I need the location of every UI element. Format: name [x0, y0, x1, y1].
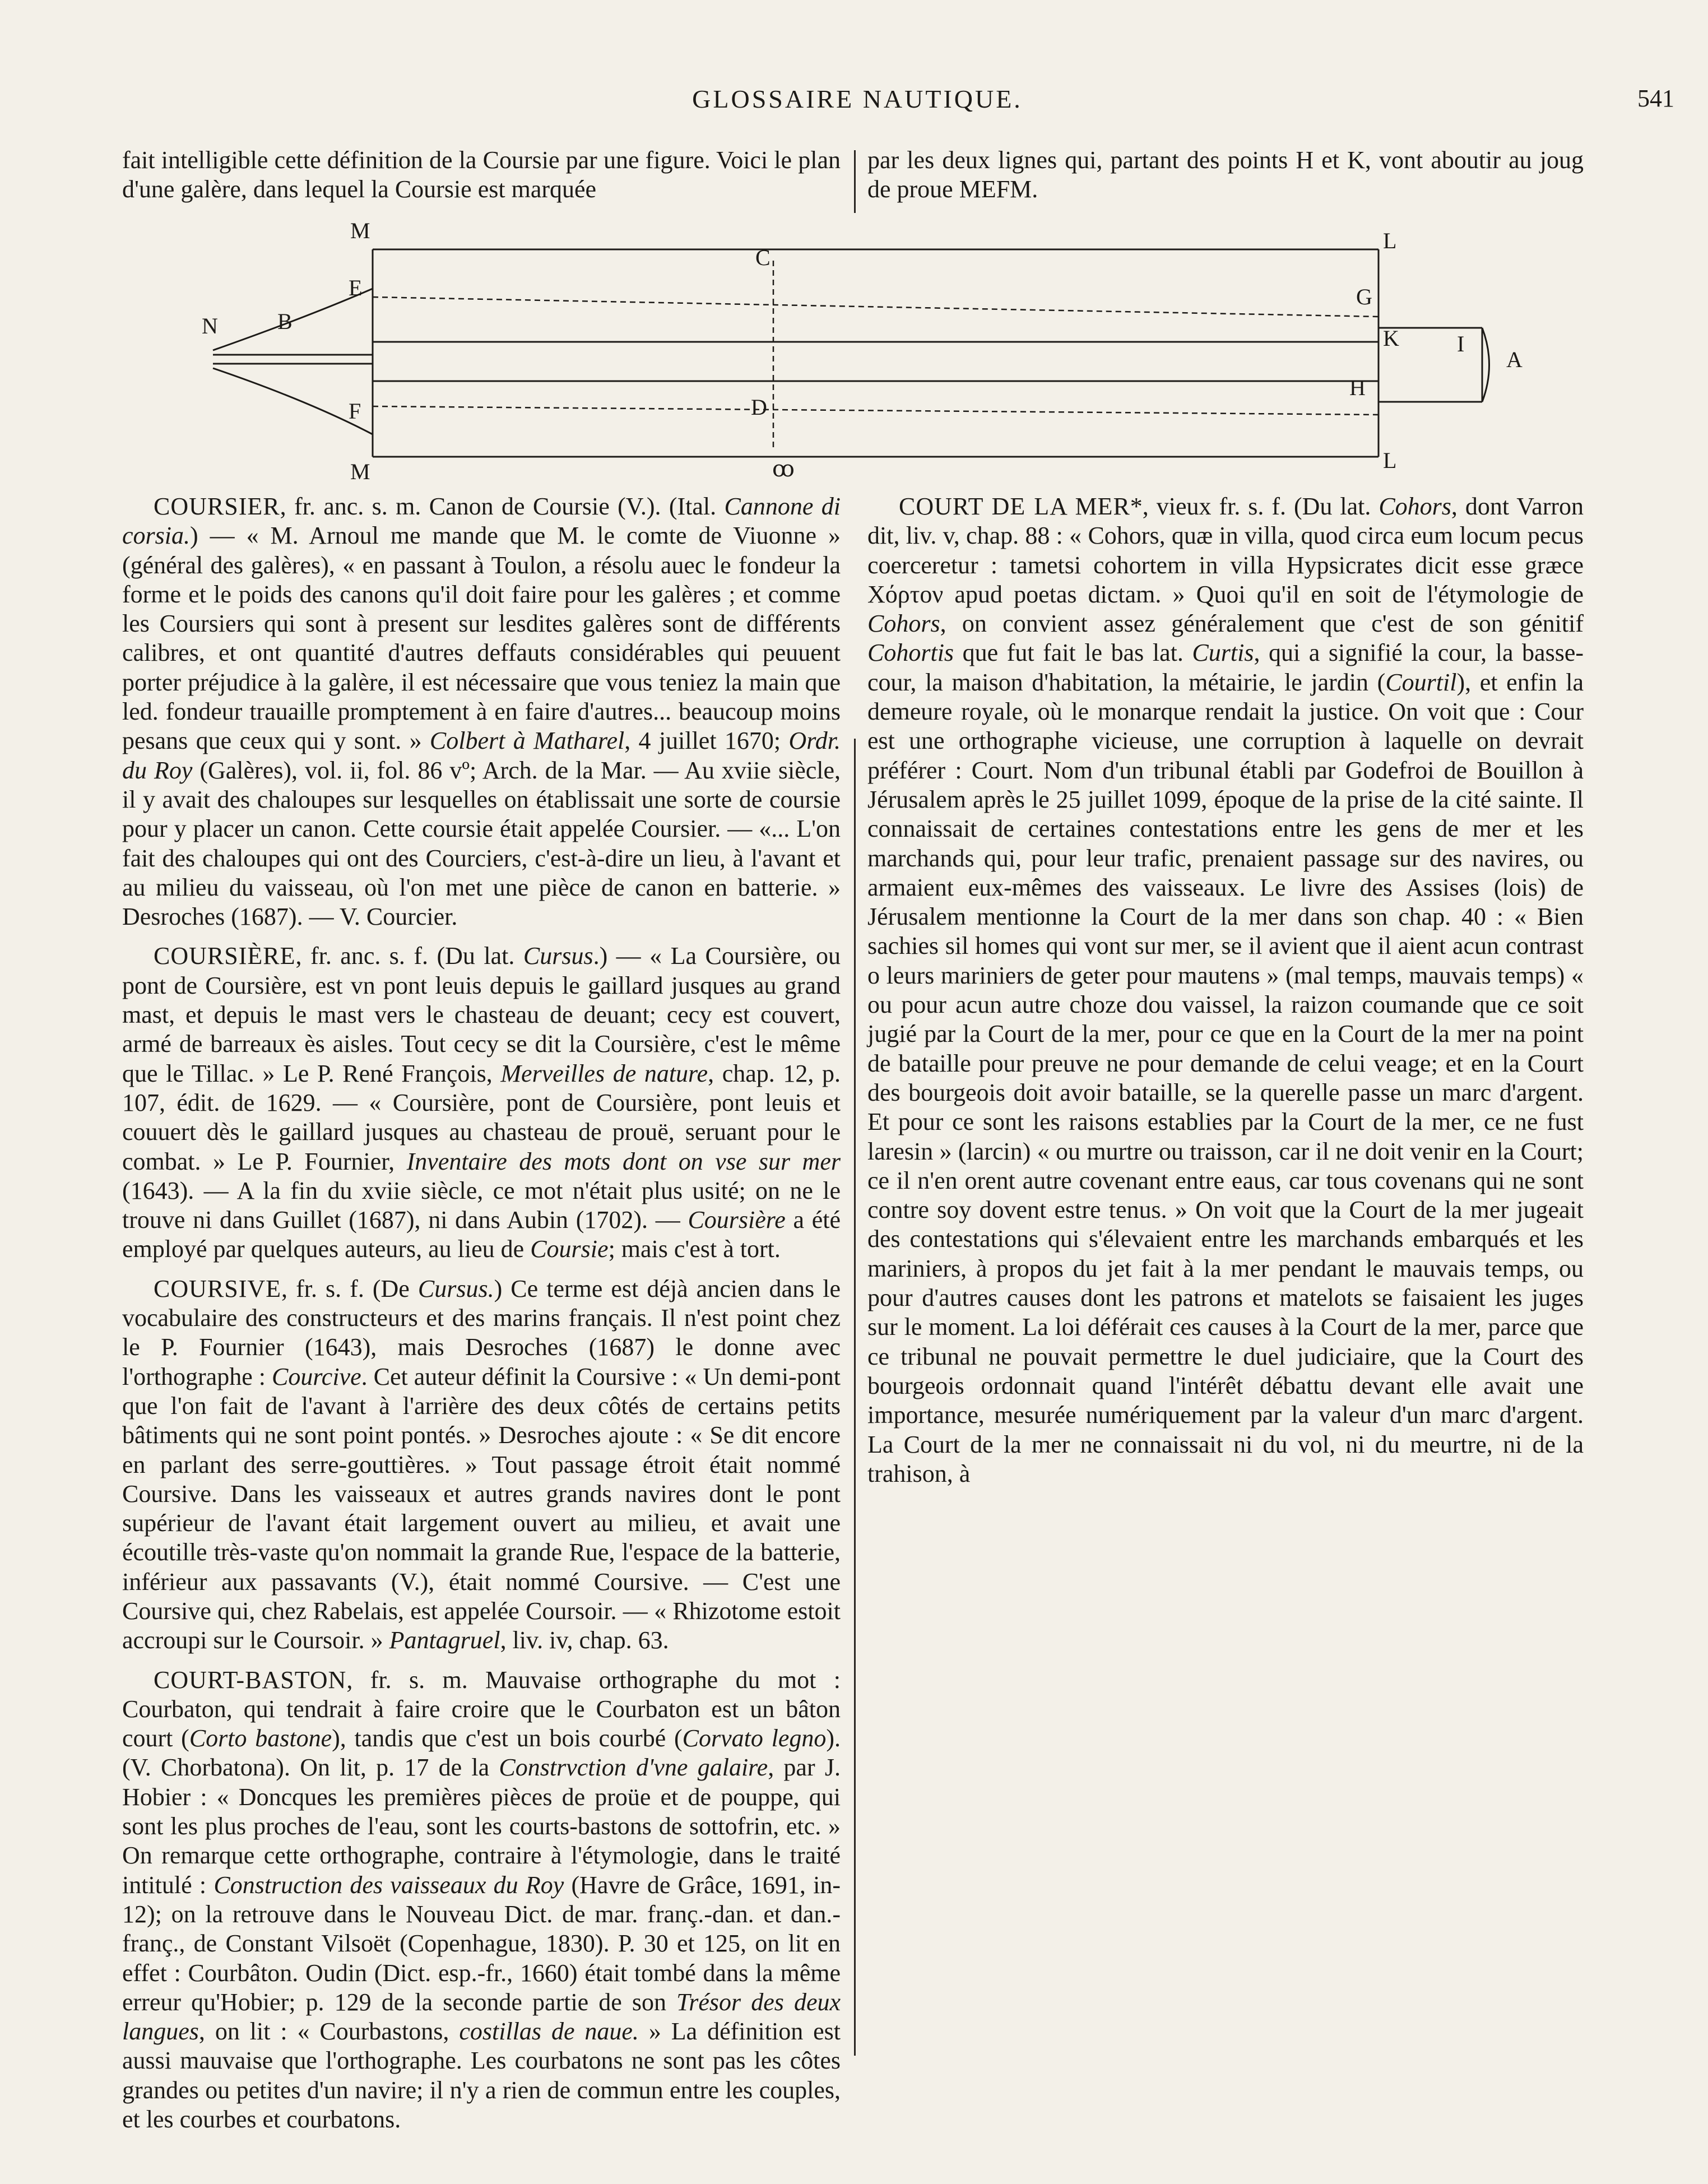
dashed-line-e-g [373, 297, 1379, 317]
entry-italic: Curtis [1192, 639, 1254, 667]
entry-text: , liv. iv, chap. 63. [500, 1626, 669, 1654]
entry-text: ), tandis que c'est un bois courbé ( [332, 1724, 683, 1752]
label-l-bottom: L [1383, 448, 1397, 473]
entry-italic: Cohors [1379, 493, 1451, 520]
entry-italic: Pantagruel [389, 1626, 500, 1654]
entry-italic: Coursière [688, 1206, 786, 1234]
entry-text: ) Ce terme est déjà ancien dans le vocabulaire des constructeurs et des marins français. Il n'est point chez le P. Fournier (1643), mais Desroches (1687) le donne avec l'orthographe : [122, 1274, 841, 1390]
column-rule-top [854, 150, 856, 213]
entry-coursiere [122, 942, 841, 1264]
intro-right-text: par les deux lignes qui, partant des points H et K, vont aboutir au joug de proue MEFM. [867, 146, 1584, 203]
label-k: K [1383, 326, 1399, 351]
intro-left-text: fait intelligible cette définition de la Coursie par une figure. Voici le plan d'une galère, dans lequel la Coursie est marquée [122, 146, 841, 203]
headword-coursiere: COURSIÈRE [154, 942, 296, 970]
entry-text: *, vieux fr. s. f. (Du lat. [1130, 493, 1379, 520]
entry-text: , qui a signifié la cour, la basse-cour, la maison d'habitation, la métairie, le jardin ( [867, 639, 1584, 696]
entry-italic: Ordr. du Roy [122, 727, 841, 784]
entry-court-baston [122, 1666, 841, 2135]
headword-court-de-la-mer: COURT DE LA MER [899, 493, 1130, 520]
entry-coursive [122, 1274, 841, 1656]
entry-text: ), et enfin la demeure royale, où le monarque rendait la justice. On voit que : Cour est une orthographe vicieuse, une corruption à laquelle on devrait préférer : Court. Nom d'un tribunal établi par Godefroi de Bouillon à Jérusalem après le 25 juillet 1099, époque de la prise de la cité sainte. Il connaissait de certaines contestations entre les gens de mer et les marchands qui, pour leur trafic, prenaient passage sur des navires, ou armaient eux-mêmes des vaisseaux. Le livre des Assises (lois) de Jérusalem mentionne la Court de la mer dans son chap. 40 : « Bien sachies sil homes qui vont sur mer, se il avient que il aient acun contrast o leurs mariniers de geter pour mautens » (mal temps, mauvais temps) « ou pour acun autre choze dou vaissel, la raizon coumande que ce soit jugié par la Court de la mer, pour ce que en la Court de la mer na point de bataille pour preuve ne pour demande de celui veage; et en la Court des bourgeois doit avoir bataille, se la querelle passe un marc d'argent. Et pour ce sont les raisons establies par la Court de la mer, ce ne fust laresin » (larcin) « ou murtre ou traisson, car il ne doit venir en la Court; ce il n'en orent autre covenant entre eaus, car tous covenans qui ne sont contre soy dovent estre tenus. » On voit que la Court de la mer jugeait des contestations qui s'élevaient entre les marchands embarqués et les mariniers, à propos du jet fait à la mer pendant le mauvais temps, ou pour d'autres causes dont les patrons et matelots se faisaient les juges sur le moment. La loi déférait ces causes à la Court de la mer, parce que ce tribunal ne pouvait permettre le duel judiciaire, que la Court des bourgeois ordonnait quand l'intérêt débattu devant elle avait une importance, mesurée numériquement par la valeur d'un marc d'argent. La Court de la mer ne connaissait ni du vol, ni du meurtre, ni de la trahison, à [867, 668, 1584, 1487]
entry-text: , par J. Hobier : « Doncques les premières pièces de proüe et de pouppe, qui sont les plus proches de l'eau, sont les courts-bastons de sottofrin, etc. » On remarque cette orthographe, contraire à l'étymologie, dans le traité intitulé : [122, 1754, 841, 1899]
entry-italic: Corvato legno [682, 1724, 827, 1752]
label-i: I [1457, 331, 1465, 356]
entry-text: , fr. anc. s. f. (Du lat. [295, 942, 523, 970]
entry-italic: Cohortis [867, 639, 954, 667]
running-title: GLOSSAIRE NAUTIQUE. [692, 85, 1023, 113]
label-f: F [349, 398, 361, 424]
entry-text: , on lit : « Courbastons, [198, 2018, 460, 2046]
entry-text: a été employé par quelques auteurs, au lieu de [122, 1206, 841, 1263]
entry-coursier [122, 492, 841, 931]
entry-italic: Colbert à Matharel [429, 727, 625, 755]
page-number: 541 [1637, 85, 1674, 112]
label-b: B [277, 309, 293, 334]
headword-coursier: COURSIER [154, 493, 280, 520]
entry-text: (Galères), vol. ii, fol. 86 vº; Arch. de la Mar. — Au xviie siècle, il y avait des chaloupes sur lesquelles on établissait une sorte de coursie pour y placer un canon. Cette coursie était appelée Coursier. — «... L'on fait des chaloupes qui ont des Courciers, c'est-à-dire un lieu, à l'avant et au milieu du vaisseau, où l'on met une pièce de canon en batterie. » Desroches (1687). — V. Courcier. [122, 756, 841, 931]
printer-mark: ꝏ [772, 456, 795, 481]
label-h: H [1349, 375, 1366, 400]
entry-italic: Cursus [523, 942, 593, 970]
headword-court-baston: COURT-BASTON [154, 1666, 347, 1694]
galley-plan-diagram [168, 221, 1524, 485]
label-c: C [755, 245, 771, 270]
entry-italic: Merveilles de nature [500, 1059, 708, 1087]
entry-text: ). (V. Chorbatona). On lit, p. 17 de la [122, 1724, 841, 1782]
entry-italic: Courtil [1385, 668, 1457, 696]
headword-coursive: COURSIVE [154, 1274, 282, 1302]
entry-text: , fr. s. f. (De [281, 1274, 418, 1302]
entry-court-de-la-mer [867, 492, 1584, 1489]
entry-text: ) — « M. Arnoul me mande que M. le comte de Viuonne » (général des galères), « en passant à Toulon, a résolu auec le fondeur la forme et le poids des canons qu'il doit faire pour les galères ; et comme les Coursiers qui sont à present sur lesdites galères sont de différents calibres, et ont quantité d'autres deffauts considérables qui peuuent porter préjudice à la galère, il est nécessaire que vous teniez la main que led. fondeur trauaille promptement à en faire d'autres... beaucoup moins pesans que ceux qui y sont. » [122, 522, 841, 755]
entry-text: (Havre de Grâce, 1691, in-12); on la retrouve dans le Nouveau Dict. de mar. franç.-dan. et dan.-franç., de Constant Vilsoët (Copenhague, 1830). P. 30 et 125, on lit en effet : Courbâton. Oudin (Dict. esp.-fr., 1660) était tombé dans la même erreur qu'Hobier; p. 129 de la seconde partie de son [122, 1871, 841, 2016]
entry-text: , 4 juillet 1670; [624, 727, 789, 755]
entry-italic: Cursus. [417, 1274, 494, 1302]
entry-text: , fr. s. m. Mauvaise orthographe du mot : Courbaton, qui tendrait à faire croire que le Courbaton est un bâton court ( [122, 1666, 841, 1752]
entry-italic: Corto bastone [189, 1724, 332, 1752]
entry-italic: Cohors [867, 610, 940, 638]
label-e: E [349, 275, 363, 300]
stern-curve [1482, 328, 1489, 402]
entry-text: (1643). — A la fin du xviie siècle, ce mot n'était plus usité; on ne le trouve ni dans Guillet (1687), ni dans Aubin (1702). — [122, 1176, 841, 1234]
entry-text: , on convient assez généralement que c'est de son génitif [940, 610, 1584, 638]
entry-italic: costillas de naue. [459, 2018, 639, 2046]
entry-italic: Coursie [530, 1235, 609, 1263]
right-column [867, 492, 1584, 1499]
label-d: D [751, 395, 767, 420]
entry-text: que fut fait le bas lat. [954, 639, 1192, 667]
entry-italic: Cannone di corsia. [122, 493, 841, 550]
left-column [122, 492, 841, 2144]
entry-text: , dont Varron dit, liv. v, chap. 88 : « Cohors, quæ in villa, quod circa eum locum pecus coerceretur : tametsi cohortem in villa Hypsicrates dicit esse græce Χόρτον apud poetas dictam. » Quoi qu'il en soit de l'étymologie de [867, 493, 1584, 608]
entry-text: , fr. anc. s. m. Canon de Coursie (V.). (Ital. [280, 493, 725, 520]
entry-italic: Courcive [271, 1362, 361, 1390]
label-g: G [1356, 284, 1372, 309]
label-l-top: L [1383, 228, 1397, 253]
column-rule [854, 739, 856, 2056]
entry-italic: Trésor des deux langues [122, 1988, 841, 2046]
label-a: A [1506, 347, 1523, 372]
entry-text: .) — « La Coursière, ou pont de Coursière, est vn pont leuis depuis le gaillard jusques au grand mast, et depuis le mast vers le chasteau de deuant; cecy est couvert, armé de barreaux ès aisles. Tout cecy se dit la Coursière, c'est le même que le Tillac. » Le P. René François, [122, 942, 841, 1087]
entry-italic: Construction des vaisseaux du Roy [214, 1871, 564, 1899]
entry-text: . Cet auteur définit la Coursive : « Un demi-pont que l'on fait de l'avant à l'arrière des deux côtés de certains petits bâtiments qui ne sont point pontés. » Desroches ajoute : « Se dit encore en parlant des serre-gouttières. » Tout passage étroit était nommé Coursive. Dans les vaisseaux et autres grands navires dont le pont supérieur de l'avant était largement ouvert au milieu, et avait une écoutille très-vaste qu'on nommait la grande Rue, l'espace de la batterie, inférieur aux passavants (V.), était nommé Coursive. — C'est une Coursive qui, chez Rabelais, est appelée Coursoir. — « Rhizotome estoit accroupi sur le Coursoir. » [122, 1362, 841, 1654]
entry-text: , chap. 12, p. 107, édit. de 1629. — « Coursière, pont de Coursière, pont leuis et couuert dès le gaillard jusques au chasteau de prouë, seruant pour le combat. » Le P. Fournier, [122, 1059, 841, 1175]
label-m-top: M [350, 221, 370, 243]
entry-italic: Constrvction d'vne galaire [499, 1754, 768, 1782]
entry-italic: Inventaire des mots dont on vse sur mer [406, 1147, 841, 1175]
label-n: N [202, 313, 218, 339]
dashed-line-f-h [373, 406, 1379, 415]
entry-text: » La définition est aussi mauvaise que l'orthographe. Les courbatons ne sont pas les côtes grandes ou petites d'un navire; il n'y a rien de commun entre les couples, et les courbes et courbatons. [122, 2018, 841, 2134]
label-m-bottom: M [350, 459, 370, 484]
entry-text: ; mais c'est à tort. [608, 1235, 781, 1263]
